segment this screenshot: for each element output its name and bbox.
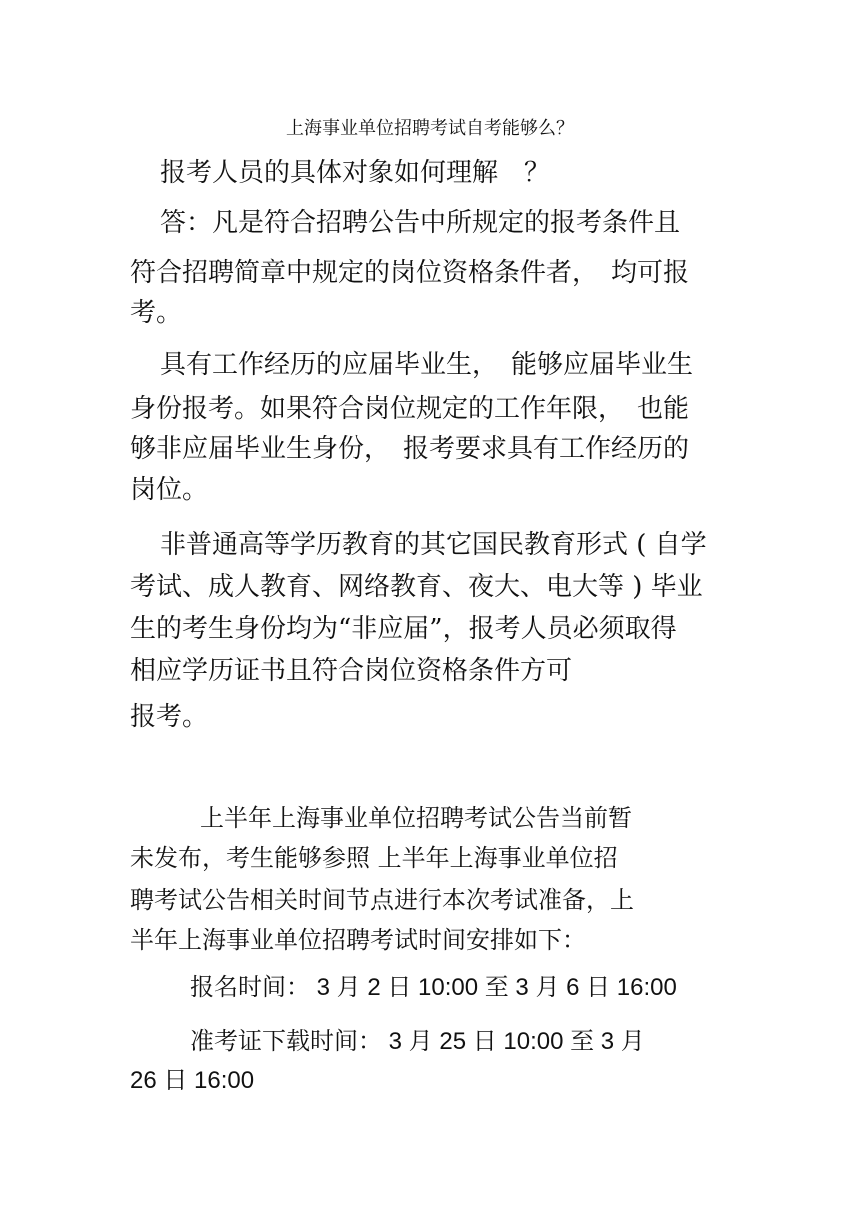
- paragraph-line-13: 报考。: [130, 702, 209, 732]
- admission-ticket-line-1: 准考证下载时间： 3 月 25 日 10:00 至 3 月: [190, 1028, 645, 1055]
- paragraph-line-1: 报考人员的具体对象如何理解 ？: [160, 158, 551, 188]
- paragraph-line-5: 具有工作经历的应届毕业生， 能够应届毕业生: [160, 350, 694, 380]
- document-title: 上海事业单位招聘考试自考能够么？: [286, 118, 574, 139]
- paragraph-line-8: 岗位。: [130, 475, 209, 505]
- admission-ticket-line-2: 26 日 16:00: [130, 1067, 255, 1094]
- paragraph-line-10: 考试、成人教育、网络教育、夜大、电大等 ) 毕业: [130, 572, 703, 602]
- paragraph-line-6: 身份报考。如果符合岗位规定的工作年限， 也能: [130, 394, 690, 424]
- paragraph-line-16: 聘考试公告相关时间节点进行本次考试准备，上: [130, 886, 634, 914]
- paragraph-line-17: 半年上海事业单位招聘考试时间安排如下：: [130, 926, 586, 954]
- paragraph-line-14: 上半年上海事业单位招聘考试公告当前暂: [200, 804, 632, 832]
- paragraph-line-15: 未发布，考生能够参照 上半年上海事业单位招: [130, 844, 618, 872]
- paragraph-line-2: 答：凡是符合招聘公告中所规定的报考条件且: [160, 208, 681, 238]
- paragraph-line-9: 非普通高等学历教育的其它国民教育形式 ( 自学: [160, 530, 707, 560]
- paragraph-line-12: 相应学历证书且符合岗位资格条件方可: [130, 656, 573, 686]
- paragraph-line-4: 考。: [130, 298, 183, 328]
- paragraph-line-3: 符合招聘简章中规定的岗位资格条件者， 均可报: [130, 258, 690, 288]
- paragraph-line-7: 够非应届毕业生身份， 报考要求具有工作经历的: [130, 434, 690, 464]
- registration-time-line: 报名时间： 3 月 2 日 10:00 至 3 月 6 日 16:00: [190, 974, 677, 1001]
- paragraph-line-11: 生的考生身份均为“非应届”，报考人员必须取得: [130, 614, 677, 644]
